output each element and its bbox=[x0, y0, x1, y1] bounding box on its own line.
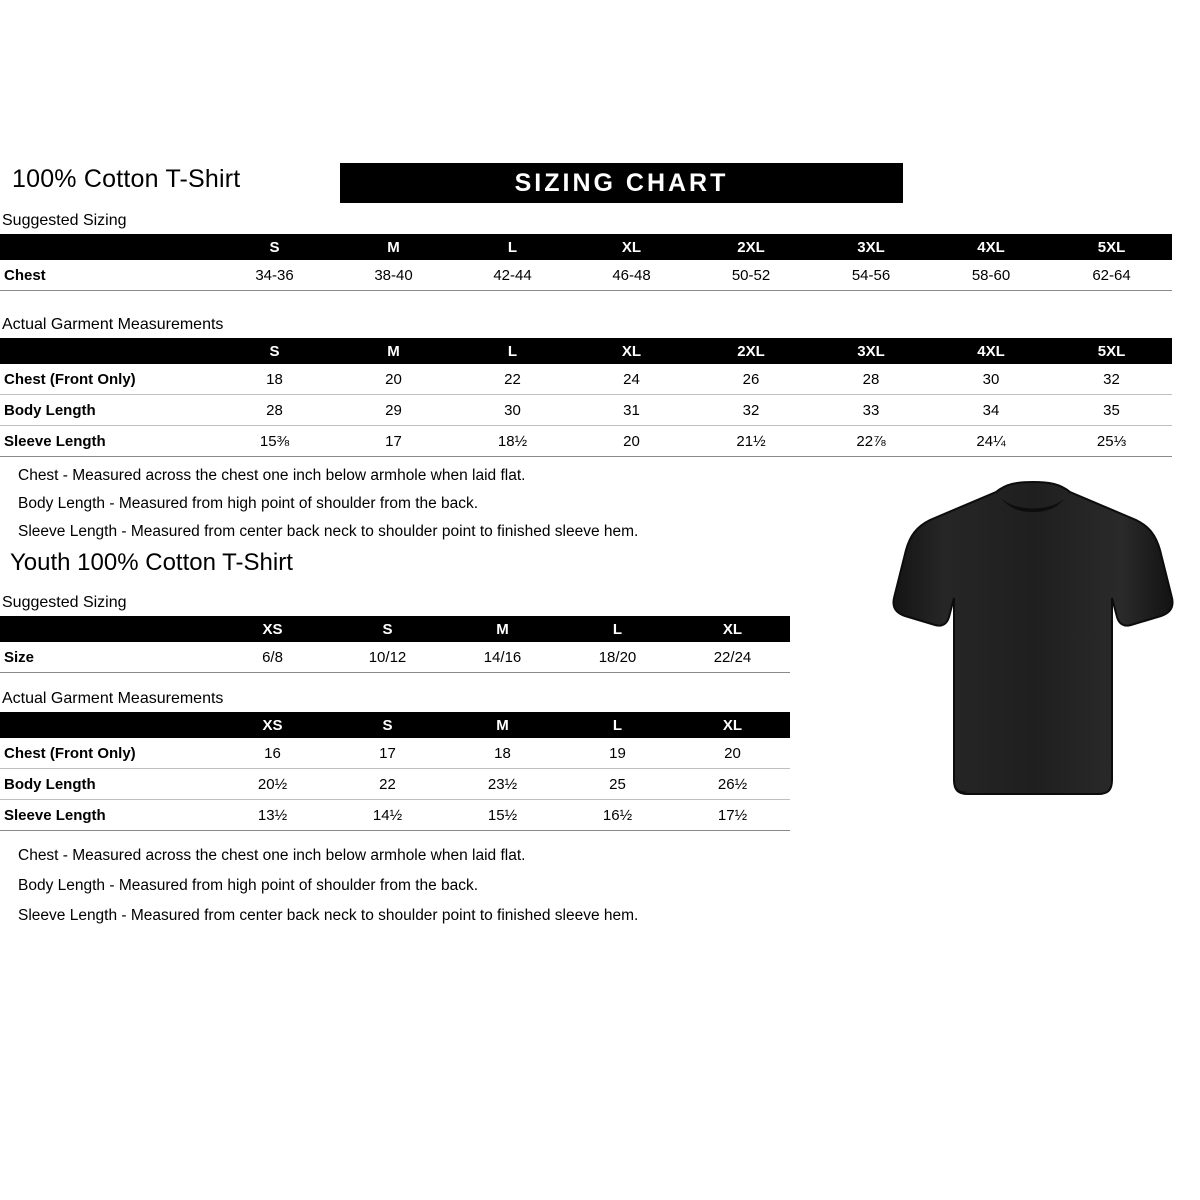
cell: 14/16 bbox=[445, 642, 560, 673]
cell: 24 bbox=[572, 364, 691, 395]
row-label: Size bbox=[0, 642, 215, 673]
youth-actual-label: Actual Garment Measurements bbox=[2, 690, 224, 707]
table-row bbox=[0, 364, 1172, 395]
cell: 18 bbox=[445, 738, 560, 769]
cell: 17 bbox=[334, 426, 453, 457]
col-header: L bbox=[507, 342, 518, 360]
cell: 26 bbox=[691, 364, 811, 395]
row-label: Body Length bbox=[0, 769, 215, 800]
cell: 20½ bbox=[215, 769, 330, 800]
cell: 34-36 bbox=[215, 260, 334, 291]
cell: 32 bbox=[691, 395, 811, 426]
table-header-row bbox=[0, 338, 1172, 364]
cell: 22 bbox=[330, 769, 445, 800]
col-header: 2XL bbox=[737, 238, 765, 256]
adult-suggested-label: Suggested Sizing bbox=[2, 212, 127, 229]
table-header-row bbox=[0, 712, 790, 738]
sizing-chart-banner bbox=[340, 163, 903, 203]
t-shirt-icon bbox=[888, 480, 1178, 810]
cell: 38-40 bbox=[334, 260, 453, 291]
row-label: Sleeve Length bbox=[0, 426, 215, 457]
col-header: XL bbox=[621, 238, 642, 256]
col-header: M bbox=[496, 620, 509, 638]
cell: 29 bbox=[334, 395, 453, 426]
col-header: XL bbox=[722, 716, 743, 734]
sizing-chart-banner-text: SIZING CHART bbox=[514, 168, 729, 197]
cell: 22⅞ bbox=[811, 426, 931, 457]
cell: 25⅓ bbox=[1051, 426, 1172, 457]
cell: 54-56 bbox=[811, 260, 931, 291]
cell: 35 bbox=[1051, 395, 1172, 426]
adult-note-body-length: Body Length - Measured from high point of shoulder from the back. bbox=[18, 495, 479, 512]
col-header: XL bbox=[621, 342, 642, 360]
cell: 28 bbox=[811, 364, 931, 395]
youth-note-sleeve-length: Sleeve Length - Measured from center back neck to shoulder point to finished sleeve hem. bbox=[18, 907, 639, 924]
adult-note-chest: Chest - Measured across the chest one inch below armhole when laid flat. bbox=[18, 467, 526, 484]
cell: 18/20 bbox=[560, 642, 675, 673]
cell: 18½ bbox=[453, 426, 572, 457]
col-header: XS bbox=[262, 716, 283, 734]
col-header bbox=[0, 616, 215, 642]
cell: 25 bbox=[560, 769, 675, 800]
col-header: 3XL bbox=[857, 238, 885, 256]
col-header: S bbox=[269, 238, 280, 256]
cell: 30 bbox=[453, 395, 572, 426]
col-header: 5XL bbox=[1097, 238, 1126, 256]
col-header: XS bbox=[262, 620, 283, 638]
cell: 14½ bbox=[330, 800, 445, 831]
adult-section-title: 100% Cotton T-Shirt bbox=[12, 165, 241, 193]
col-header: 2XL bbox=[737, 342, 765, 360]
row-label: Chest (Front Only) bbox=[0, 364, 215, 395]
cell: 20 bbox=[334, 364, 453, 395]
table-row bbox=[0, 769, 790, 800]
table-header-row bbox=[0, 234, 1172, 260]
cell: 24¼ bbox=[931, 426, 1051, 457]
cell: 15⅜ bbox=[215, 426, 334, 457]
row-label: Chest bbox=[0, 260, 215, 291]
col-header: M bbox=[496, 716, 509, 734]
col-header: L bbox=[507, 238, 518, 256]
adult-suggested-table bbox=[0, 234, 1172, 291]
cell: 16½ bbox=[560, 800, 675, 831]
row-label: Sleeve Length bbox=[0, 800, 215, 831]
youth-suggested-table bbox=[0, 616, 790, 673]
youth-note-body-length: Body Length - Measured from high point of shoulder from the back. bbox=[18, 877, 479, 894]
cell: 17½ bbox=[675, 800, 790, 831]
col-header: L bbox=[612, 716, 623, 734]
col-header: S bbox=[382, 620, 393, 638]
cell: 23½ bbox=[445, 769, 560, 800]
col-header: M bbox=[387, 238, 400, 256]
col-header: 4XL bbox=[977, 238, 1005, 256]
cell: 20 bbox=[675, 738, 790, 769]
cell: 10/12 bbox=[330, 642, 445, 673]
cell: 34 bbox=[931, 395, 1051, 426]
table-header-row bbox=[0, 616, 790, 642]
cell: 22/24 bbox=[675, 642, 790, 673]
col-header: XL bbox=[722, 620, 743, 638]
row-label: Body Length bbox=[0, 395, 215, 426]
col-header: S bbox=[382, 716, 393, 734]
cell: 30 bbox=[931, 364, 1051, 395]
col-header: 3XL bbox=[857, 342, 885, 360]
cell: 15½ bbox=[445, 800, 560, 831]
cell: 50-52 bbox=[691, 260, 811, 291]
table-row bbox=[0, 395, 1172, 426]
adult-note-sleeve-length: Sleeve Length - Measured from center back neck to shoulder point to finished sleeve hem. bbox=[18, 523, 639, 540]
col-header: S bbox=[269, 342, 280, 360]
cell: 32 bbox=[1051, 364, 1172, 395]
adult-actual-table bbox=[0, 338, 1172, 457]
table-row bbox=[0, 642, 790, 673]
youth-note-chest: Chest - Measured across the chest one inch below armhole when laid flat. bbox=[18, 847, 526, 864]
col-header bbox=[0, 712, 215, 738]
table-row bbox=[0, 800, 790, 831]
cell: 33 bbox=[811, 395, 931, 426]
cell: 26½ bbox=[675, 769, 790, 800]
cell: 62-64 bbox=[1051, 260, 1172, 291]
row-label: Chest (Front Only) bbox=[0, 738, 215, 769]
table-row bbox=[0, 260, 1172, 291]
youth-suggested-label: Suggested Sizing bbox=[2, 594, 127, 611]
col-header: L bbox=[612, 620, 623, 638]
col-header bbox=[0, 338, 215, 364]
col-header bbox=[0, 234, 215, 260]
cell: 28 bbox=[215, 395, 334, 426]
cell: 20 bbox=[572, 426, 691, 457]
cell: 22 bbox=[453, 364, 572, 395]
cell: 16 bbox=[215, 738, 330, 769]
youth-section-title: Youth 100% Cotton T-Shirt bbox=[10, 549, 293, 576]
table-row bbox=[0, 426, 1172, 457]
cell: 19 bbox=[560, 738, 675, 769]
cell: 31 bbox=[572, 395, 691, 426]
cell: 21½ bbox=[691, 426, 811, 457]
youth-actual-table bbox=[0, 712, 790, 831]
col-header: M bbox=[387, 342, 400, 360]
cell: 58-60 bbox=[931, 260, 1051, 291]
cell: 18 bbox=[215, 364, 334, 395]
col-header: 4XL bbox=[977, 342, 1005, 360]
cell: 42-44 bbox=[453, 260, 572, 291]
cell: 6/8 bbox=[215, 642, 330, 673]
table-row bbox=[0, 738, 790, 769]
adult-actual-label: Actual Garment Measurements bbox=[2, 316, 224, 333]
t-shirt-illustration bbox=[888, 480, 1178, 810]
cell: 17 bbox=[330, 738, 445, 769]
cell: 46-48 bbox=[572, 260, 691, 291]
cell: 13½ bbox=[215, 800, 330, 831]
col-header: 5XL bbox=[1097, 342, 1126, 360]
